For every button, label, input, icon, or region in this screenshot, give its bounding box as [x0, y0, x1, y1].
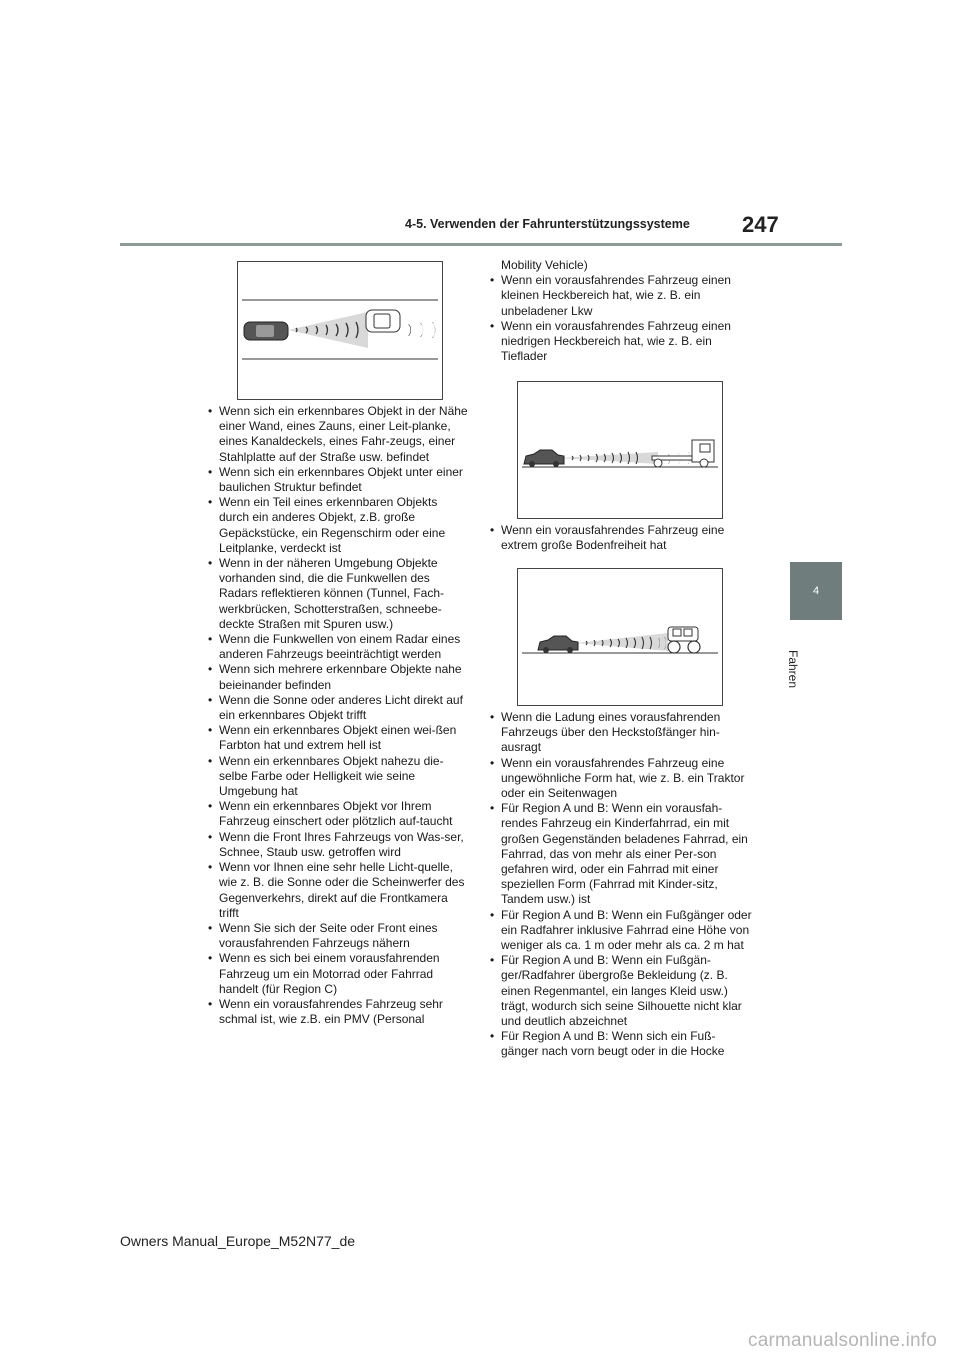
watermark: carmanualsonline.info	[748, 1330, 938, 1351]
chapter-tab: 4	[790, 562, 842, 620]
list-item: • Wenn sich ein erkennbares Objekt unter einer baulichen Struktur befindet	[208, 464, 463, 495]
illustration-high-clearance-vehicle	[517, 568, 723, 706]
list-item: • Wenn es sich bei einem vorausfahrenden Fahrzeug um ein Motorrad oder Fahrrad handelt (für Region C)	[208, 951, 440, 996]
illustration-truck-low-rear	[517, 381, 723, 519]
list-item: • Wenn die Funkwellen von einem Radar eines anderen Fahrzeugs beeinträchtigt werden	[208, 632, 461, 662]
list-item: • Wenn ein vorausfahrendes Fahrzeug eine ungewöhnliche Form hat, wie z. B. ein Traktor oder ein Seitenwagen	[490, 755, 745, 801]
list-item: • Wenn in der näheren Umgebung Objekte vorhanden sind, die die Funkwellen des Radars reflektieren können (Tunnel, Fach-werkbrücken, Schotterstraßen, schneebe-deckte Straßen mit Spuren usw.)	[208, 556, 444, 631]
list-item: • Wenn Sie sich der Seite oder Front eines vorausfahrenden Fahrzeugs nähern	[208, 920, 438, 951]
list-item: • Wenn vor Ihnen eine sehr helle Licht-quelle, wie z. B. die Sonne oder die Scheinwerfer des Gegenverkehrs, direkt auf die Frontkamera trifft	[208, 860, 465, 920]
list-item: • Wenn ein vorausfahrendes Fahrzeug eine extrem große Bodenfreiheit hat	[490, 523, 725, 553]
list-item: • Wenn die Ladung eines vorausfahrenden Fahrzeugs über den Heckstoßfänger hin-ausragt	[490, 710, 721, 755]
list-item: • Für Region A und B: Wenn sich ein Fuß-gänger nach vorn beugt oder in die Hocke	[490, 1029, 725, 1059]
car-radar-wall-diagram	[238, 262, 442, 399]
list-item: • Wenn ein vorausfahrendes Fahrzeug sehr schmal ist, wie z.B. ein PMV (Personal	[208, 996, 443, 1027]
car-radar-truck-diagram	[518, 382, 722, 518]
list-item: • Für Region A und B: Wenn ein Fußgänger oder ein Radfahrer inklusive Fahrrad eine Höhe von weniger als ca. 1 m oder mehr als ca. 2 m hat	[490, 907, 752, 953]
list-item: • Wenn ein vorausfahrendes Fahrzeug einen kleinen Heckbereich hat, wie z. B. ein unbeladener Lkw	[490, 273, 731, 318]
list-item: • Wenn ein vorausfahrendes Fahrzeug einen niedrigen Heckbereich hat, wie z. B. ein Tieflader	[490, 318, 731, 364]
list-item: • Für Region A und B: Wenn ein vorausfah-rendes Fahrzeug ein Kinderfahrrad, ein mit großen Gegenständen beladenes Fahrrad, ein Fahrrad, das von mehr als einer Per-son gefahren wird, oder ein Fahrrad mit einer speziellen Form (Fahrrad mit Kinder-sitz, Tandem usw.) ist	[490, 801, 748, 907]
bullet-list-right-b	[490, 523, 752, 553]
chapter-label: Fahren	[786, 650, 800, 689]
list-item: • Wenn ein erkennbares Objekt nahezu die-selbe Farbe oder Helligkeit wie seine Umgebung hat	[208, 753, 444, 799]
list-item: • Wenn ein erkennbares Objekt vor Ihrem Fahrzeug einschert oder plötzlich auf-taucht	[208, 799, 453, 829]
header-divider	[120, 243, 842, 246]
section-title: 4-5. Verwenden der Fahrunterstützungssysteme	[405, 217, 690, 231]
illustration-car-near-wall	[237, 261, 443, 400]
list-item: • Wenn sich mehrere erkennbare Objekte nahe beieinander befinden	[208, 662, 462, 692]
list-item: • Wenn ein Teil eines erkennbaren Objekts durch ein anderes Objekt, z.B. große Gepäckstücke, ein Regenschirm oder eine Leitplanke, verdeckt ist	[208, 495, 446, 555]
footer-manual-id: Owners Manual_Europe_M52N77_de	[120, 1233, 356, 1249]
bullet-list-right-c	[490, 710, 752, 1060]
list-item: • Wenn sich ein erkennbares Objekt in der Nähe einer Wand, eines Zauns, einer Leit-planke, eines Kanaldeckels, eines Fahr-zeugs, einer Stahlplatte auf der Straße usw. befindet	[208, 404, 468, 464]
car-radar-offroad-diagram	[518, 569, 722, 705]
continued-text: Mobility Vehicle)	[501, 258, 588, 272]
right-column-top	[490, 258, 752, 364]
page-number: 247	[742, 212, 779, 237]
bullet-list-left	[208, 404, 468, 1027]
list-item: • Wenn ein erkennbares Objekt einen wei-ßen Farbton hat und extrem hell ist	[208, 723, 457, 753]
list-item: • Wenn die Front Ihres Fahrzeugs von Was-ser, Schnee, Staub usw. getroffen wird	[208, 829, 464, 859]
list-item: • Wenn die Sonne oder anderes Licht direkt auf ein erkennbares Objekt trifft	[208, 692, 463, 723]
list-item: • Für Region A und B: Wenn ein Fußgän-ger/Radfahrer übergroße Bekleidung (z. B. einen Regenmantel, ein langes Kleid usw.) trägt, wodurch sich seine Silhouette nicht klar und deutlich abzeichnet	[490, 953, 742, 1029]
bullet-list-right-a	[490, 273, 752, 364]
